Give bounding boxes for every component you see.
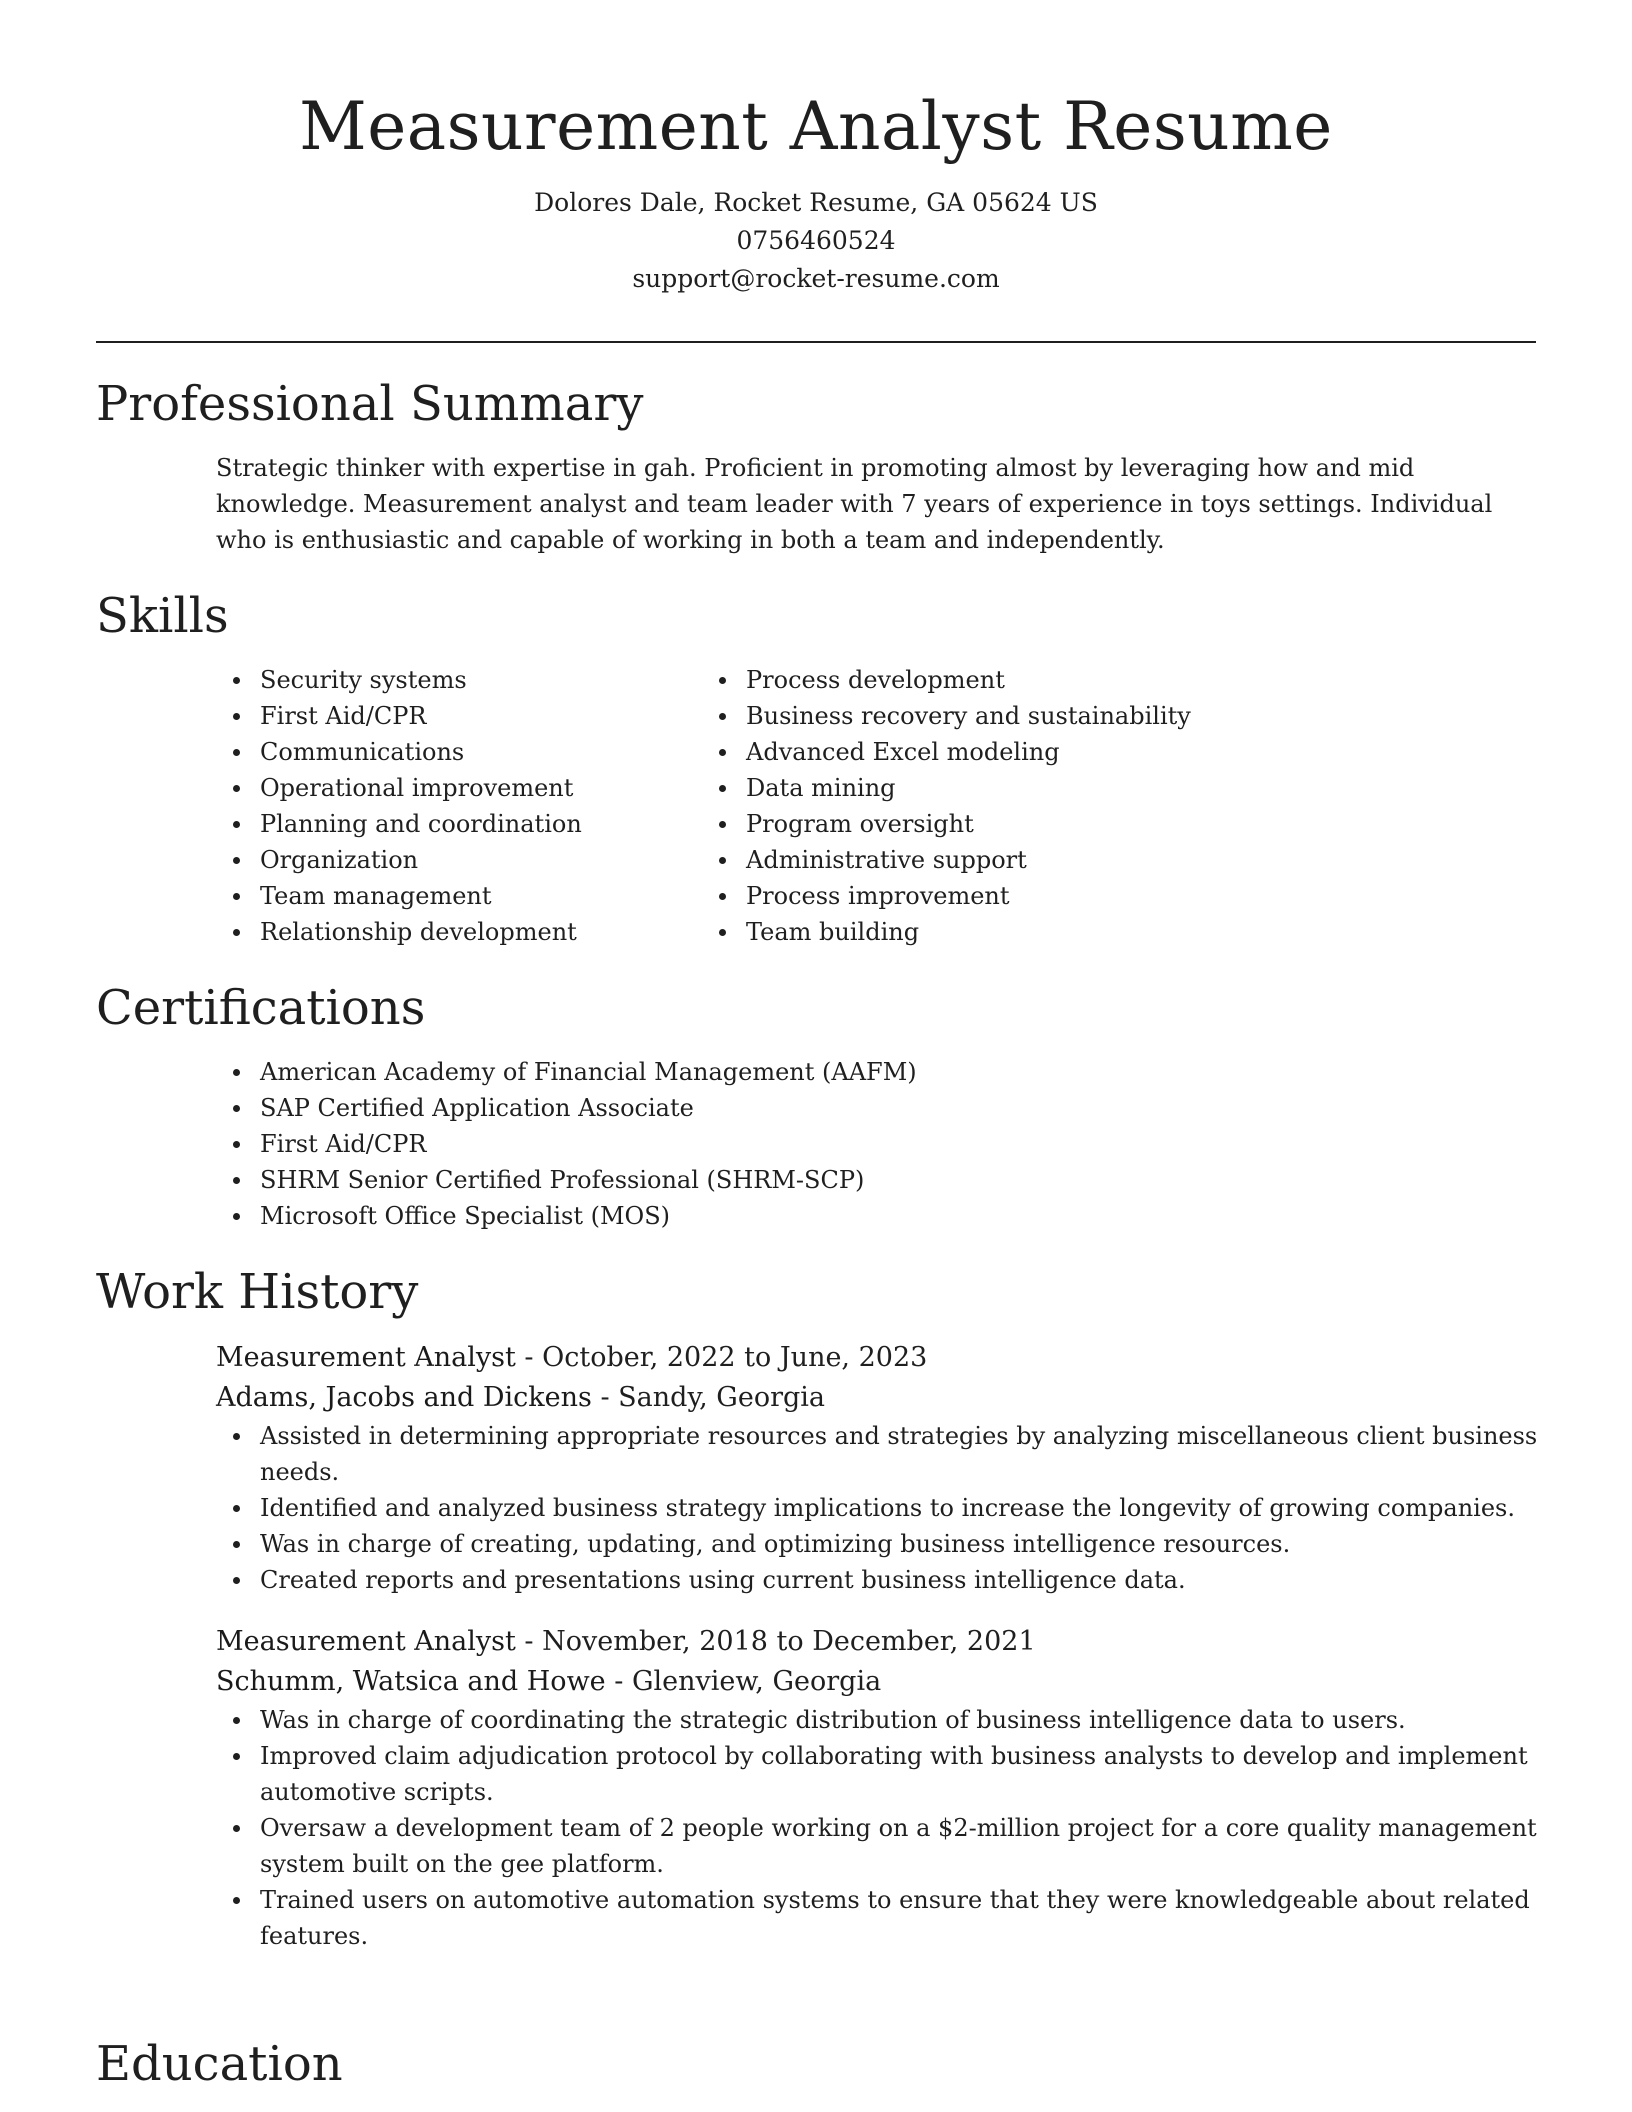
skills-column-right <box>746 662 1406 950</box>
list-item: Team building <box>746 914 1406 950</box>
work-history-heading: Work History <box>96 1264 419 1320</box>
job-duties-list <box>96 1418 1536 1598</box>
education-heading: Education <box>96 2036 343 2092</box>
list-item: Relationship development <box>260 914 746 950</box>
job-location: Glenview, Georgia <box>631 1666 882 1697</box>
contact-address: Dolores Dale, Rocket Resume, GA 05624 US <box>534 188 1098 217</box>
list-item: Organization <box>260 842 746 878</box>
list-item: Communications <box>260 734 746 770</box>
job-separator: - <box>591 1382 619 1413</box>
contact-phone: 0756460524 <box>736 226 896 255</box>
resume-header <box>0 0 1632 298</box>
list-item: Administrative support <box>746 842 1406 878</box>
skills-column-left <box>96 662 746 950</box>
job-company-line <box>216 1378 1536 1418</box>
contact-email: support@rocket-resume.com <box>632 264 1000 293</box>
job-duties-list <box>96 1702 1536 1954</box>
job-title-line <box>216 1622 1536 1662</box>
certifications-list <box>96 1054 1536 1234</box>
skills-list-right <box>746 662 1406 950</box>
list-item: Identified and analyzed business strategy implications to increase the longevity of growing companies. <box>260 1490 1550 1526</box>
list-item: Assisted in determining appropriate resources and strategies by analyzing miscellaneous client business needs. <box>260 1418 1550 1490</box>
skills-list-left <box>96 662 746 950</box>
resume-title: Measurement Analyst Resume <box>299 88 1333 165</box>
skills-heading: Skills <box>96 588 229 644</box>
job-entry <box>96 1338 1536 1598</box>
job-company: Schumm, Watsica and Howe <box>216 1666 606 1697</box>
list-item: First Aid/CPR <box>260 698 746 734</box>
job-separator: - <box>515 1342 543 1373</box>
job-title-line <box>216 1338 1536 1378</box>
list-item: Process development <box>746 662 1406 698</box>
list-item: SAP Certified Application Associate <box>260 1090 1536 1126</box>
list-item: Created reports and presentations using current business intelligence data. <box>260 1562 1550 1598</box>
job-separator: - <box>605 1666 632 1697</box>
summary-text: Strategic thinker with expertise in gah. Proficient in promoting almost by leveraging how and mid knowledge. Measurement analyst and team leader with 7 years of experience in toys settings. Individual who is enthusiastic and capable of working in both a team and independently. <box>216 454 1493 554</box>
summary-heading: Professional Summary <box>96 376 644 432</box>
certifications-section <box>96 978 1536 1234</box>
list-item: Team management <box>260 878 746 914</box>
list-item: Improved claim adjudication protocol by collaborating with business analysts to develop and implement automotive scripts. <box>260 1738 1550 1810</box>
job-role: Measurement Analyst <box>216 1626 516 1657</box>
list-item: Operational improvement <box>260 770 746 806</box>
job-entry <box>96 1622 1536 1954</box>
job-company-line <box>216 1662 1536 1702</box>
job-company: Adams, Jacobs and Dickens <box>216 1382 592 1413</box>
list-item: Security systems <box>260 662 746 698</box>
work-history-section <box>96 1262 1536 1954</box>
list-item: Business recovery and sustainability <box>746 698 1406 734</box>
list-item: Microsoft Office Specialist (MOS) <box>260 1198 1536 1234</box>
skills-section <box>96 586 1536 950</box>
list-item: SHRM Senior Certified Professional (SHRM-SCP) <box>260 1162 1536 1198</box>
job-role: Measurement Analyst <box>216 1342 516 1373</box>
summary-section <box>96 374 1536 558</box>
header-divider <box>96 341 1536 343</box>
education-section <box>96 2034 1536 2094</box>
skills-columns <box>96 662 1536 950</box>
list-item: Was in charge of coordinating the strategic distribution of business intelligence data to users. <box>260 1702 1550 1738</box>
job-location: Sandy, Georgia <box>618 1382 825 1413</box>
job-separator: - <box>515 1626 543 1657</box>
list-item: Program oversight <box>746 806 1406 842</box>
list-item: American Academy of Financial Management (AAFM) <box>260 1054 1536 1090</box>
list-item: Data mining <box>746 770 1406 806</box>
list-item: Advanced Excel modeling <box>746 734 1406 770</box>
list-item: Was in charge of creating, updating, and optimizing business intelligence resources. <box>260 1526 1550 1562</box>
job-dates: October, 2022 to June, 2023 <box>542 1342 928 1373</box>
job-dates: November, 2018 to December, 2021 <box>542 1626 1036 1657</box>
certifications-heading: Certifications <box>96 980 426 1036</box>
list-item: Process improvement <box>746 878 1406 914</box>
contact-info <box>0 184 1632 298</box>
list-item: Oversaw a development team of 2 people working on a $2-million project for a core quality management system built on the gee platform. <box>260 1810 1550 1882</box>
list-item: Trained users on automotive automation systems to ensure that they were knowledgeable about related features. <box>260 1882 1550 1954</box>
list-item: Planning and coordination <box>260 806 746 842</box>
list-item: First Aid/CPR <box>260 1126 1536 1162</box>
